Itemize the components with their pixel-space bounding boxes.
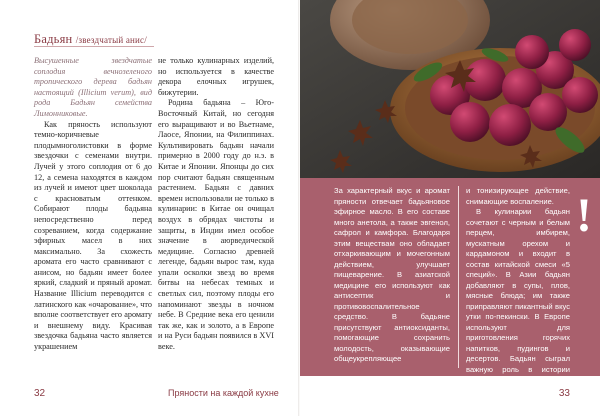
running-title: Пряности на каждой кухне bbox=[168, 388, 279, 398]
right-page bbox=[300, 0, 600, 416]
photo-illustration bbox=[300, 0, 600, 178]
info-panel bbox=[300, 178, 600, 384]
exclamation-icon: ! bbox=[576, 189, 592, 242]
panel-divider bbox=[458, 186, 459, 368]
page-number-left: 32 bbox=[34, 388, 46, 399]
title-sub: /звездчатый анис/ bbox=[75, 35, 147, 45]
lead-paragraph: Высушенные звездчатые соплодия вечнозеленого тропического дерева бадьян настоящий (Illicium verum), вид рода Бадьян семейства Лимонниковые. bbox=[34, 56, 152, 118]
panel-column-1: За характерный вкус и аромат пряности отвечает бадьяновое эфирное масло. В его составе много анетола, а также эвгенол, сафрол и камфора. Благодаря этим веществам оно обладает отхаркивающим и мочегонным действием, улучшает пищеварение. В азиатской медицине его используют как антисептик и противовоспалительное средство. В бадьяне присутствуют антиоксиданты, помогающие сохранить молодость, оказывающие общеукрепляющее bbox=[334, 186, 450, 363]
title-main: Бадьян bbox=[34, 32, 73, 46]
page-number-right: 33 bbox=[558, 388, 570, 399]
panel-paragraph: В кулинарии бадьян сочетают с черным и белым перцем, имбирем, мускатным орехом и кардамоном и входит в состав китайской смеси «5 специй». В Азии бадьян добавляют в супы, плов, мясные блюда; им также приправляют пикантный вкус утки по-пекински. В Европе используют для приготовления горячих напитков, пудингов и десертов. Бадьян сыграл важную роль в истории абсента. bbox=[466, 207, 570, 384]
photo-plums-and-star-anise bbox=[300, 0, 600, 178]
panel-paragraph: и тонизирующее действие, снимающие воспаление. bbox=[466, 186, 570, 206]
body-paragraph: Родина бадьяна – Юго-Восточный Китай, но сегодня его выращивают и во Вьетнаме, Лаосе, Японии, на Филиппинах. Культивировать бадьян начали примерно в 2000 году до н.э. в Китае и Японии. Японцы до сих пор считают бадьян священным растением. Бадьян с давних времен использовали не только в кулинарии: в Китае он очищал воздух в обрядах чистоты и защиты, в Индии имел особое значение в аюрведической медицине. Согласно древней легенде, бадьян вырос там, куда упали осколки звезд во время битвы на небесах темных и светлых сил, поэтому плоды его напоминают звезды в ночном небе. В Средние века его ценили так же, как и золото, а в Европе и на Руси бадьян появился в XVI веке. bbox=[158, 98, 274, 352]
title-divider bbox=[34, 46, 154, 47]
body-paragraph: Как пряность используют темно-коричневые плодымноголистовки в форме звездочки с семенами внутри. Лучей у этого соплодия от 6 до 12, а семена находятся в каждом из лучей и имеют цвет шоколада с красноватым оттенком. Собирают плоды бадьяна непосредственно перед созреванием, когда содержание эфирных масел в них максимально. За схожесть аромата его часто сравнивают с анисом, но бадьян имеет более яркий, сладкий и пряный аромат. Название Illicium переводится с латинского как «очарование», что вполне соответствует его аромату и внешнему виду. Красивая звездочка бадьяна часто является украшением bbox=[34, 119, 152, 352]
panel-column-2 bbox=[466, 186, 570, 386]
page-title bbox=[34, 32, 147, 47]
body-paragraph: не только кулинарных изделий, но используется в качестве декора елочных игрушек, бижутерии. bbox=[158, 56, 274, 97]
text-column-1 bbox=[34, 56, 152, 353]
text-column-2 bbox=[158, 56, 274, 353]
